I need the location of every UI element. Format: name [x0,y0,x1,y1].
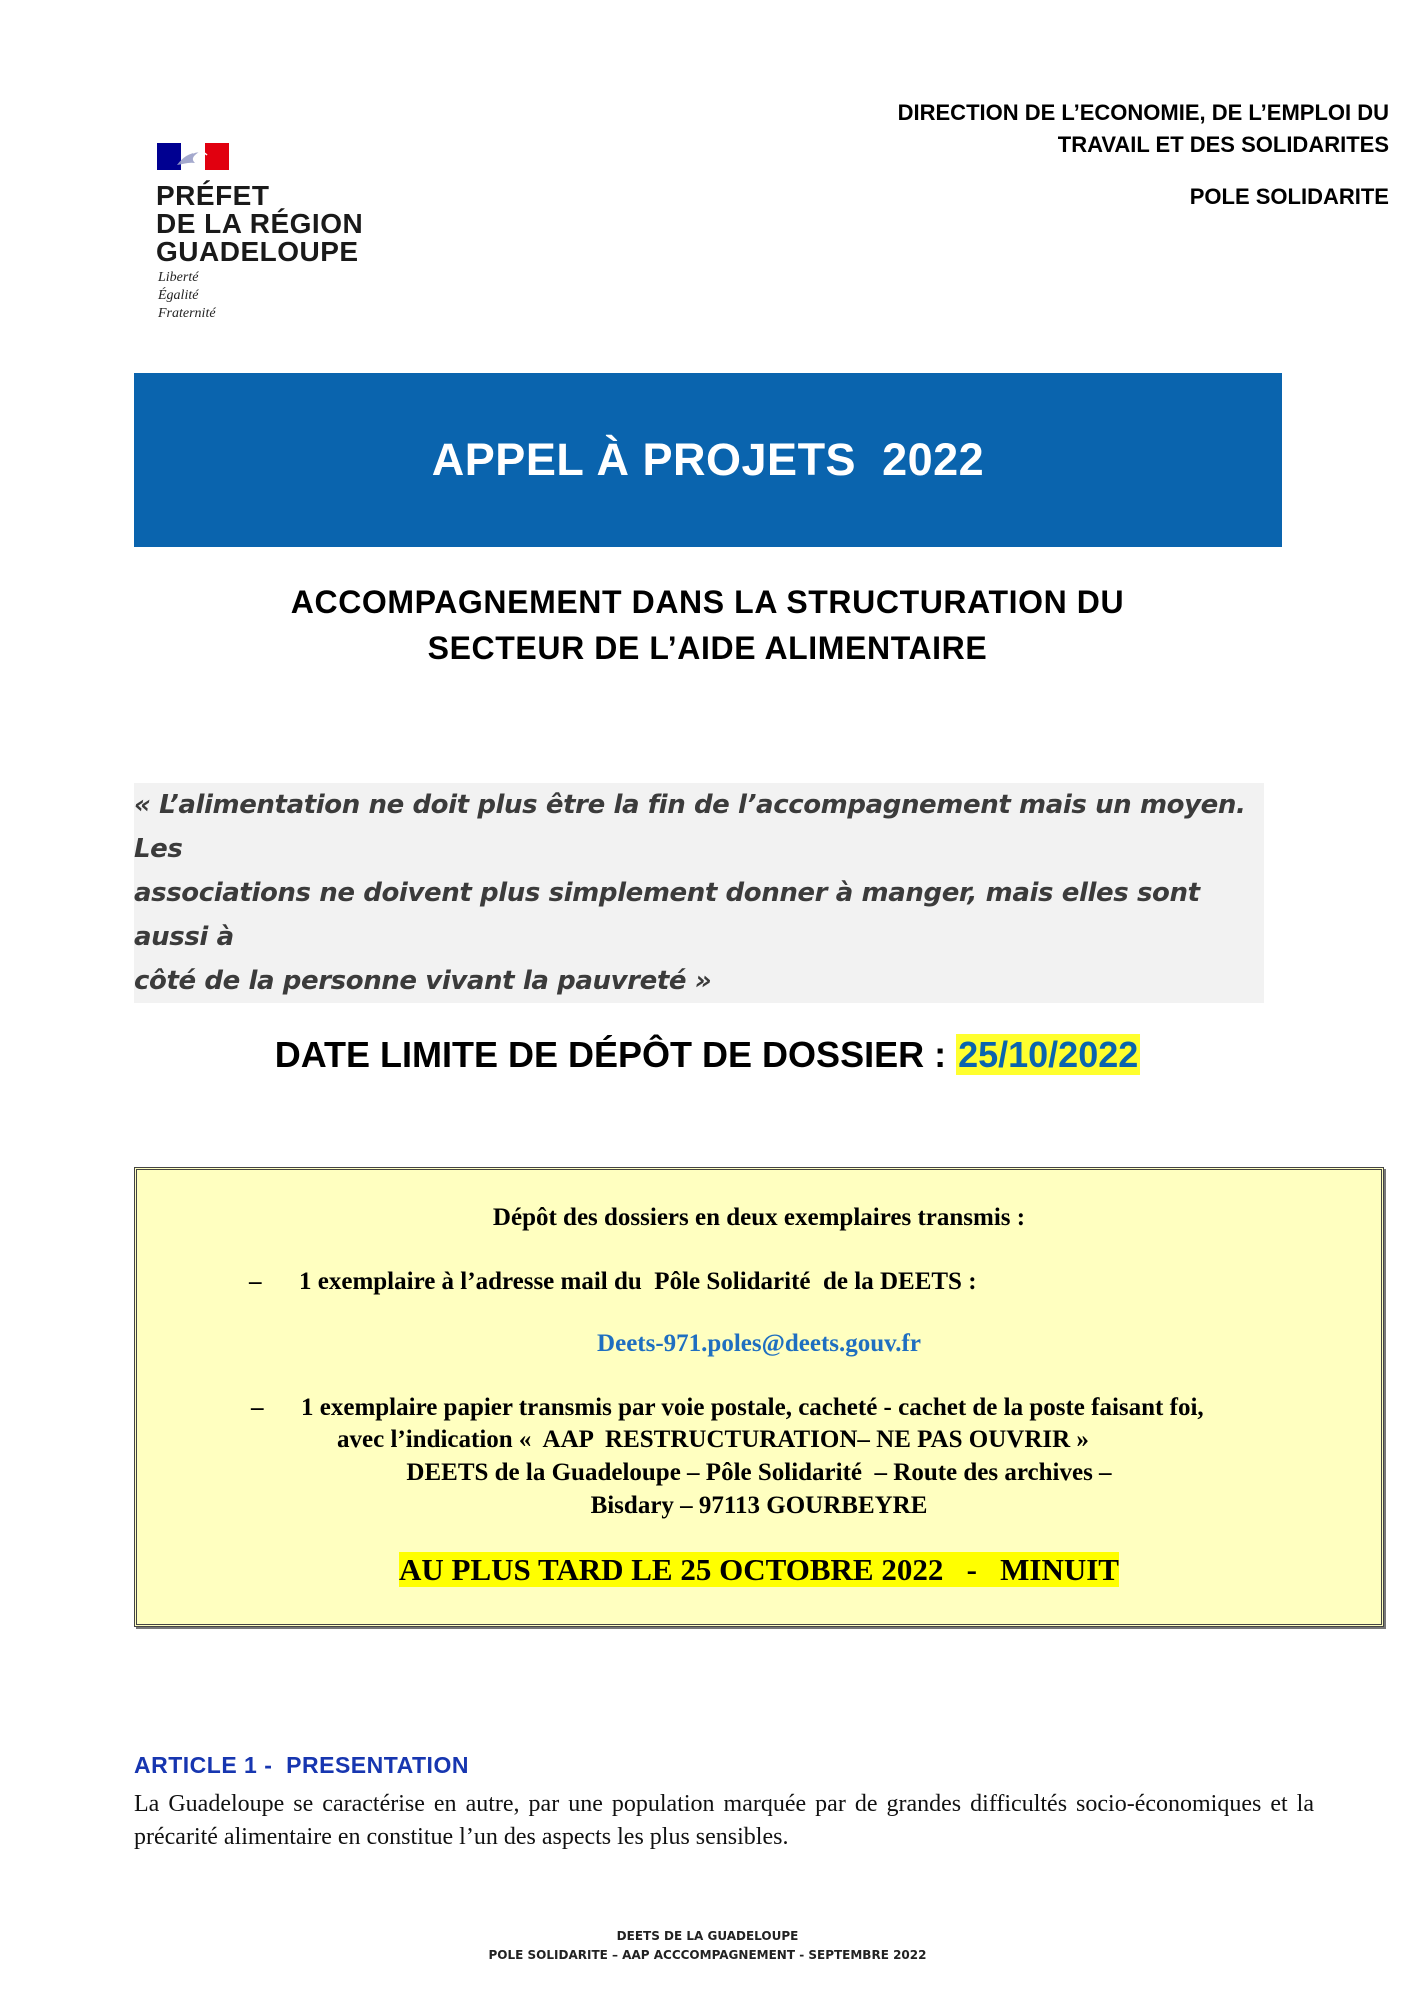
quote-line3: côté de la personne vivant la pauvreté » [134,966,712,996]
devise-fraternite: Fraternité [158,306,216,321]
quote-line1: « L’alimentation ne doit plus être la fin de l’accompagnement mais un moyen. Les [134,790,1246,864]
box-item1: 1 exemplaire à l’adresse mail du Pôle Solidarité de la DEETS : [299,1268,977,1295]
devise-liberte: Liberté [158,270,199,285]
box-item2-line3: DEETS de la Guadeloupe – Pôle Solidarité – Route des archives – [406,1459,1112,1486]
dash-1: – [249,1268,262,1295]
deadline-label: DATE LIMITE DE DÉPÔT DE DOSSIER : [274,1034,957,1075]
logo-line-prefet: PRÉFET [156,180,270,211]
article-title: ARTICLE 1 - PRESENTATION [134,1752,469,1778]
subtitle-line2: SECTEUR DE L’AIDE ALIMENTAIRE [427,630,988,666]
box-heading: Dépôt des dossiers en deux exemplaires transmis : [492,1204,1026,1231]
box-email-row [137,1330,1381,1358]
final-deadline: AU PLUS TARD LE 25 OCTOBRE 2022 - MINUIT [399,1552,1119,1587]
quote-line2: associations ne doivent plus simplement donner à manger, mais elles sont aussi à [134,878,1200,952]
marianne-flag-icon [157,143,229,170]
logo-line-region: DE LA RÉGION [156,208,364,239]
footer-line2: POLE SOLIDARITE – AAP ACCCOMPAGNEMENT - SEPTEMBRE 2022 [488,1948,927,1962]
article-body: La Guadeloupe se caractérise en autre, par une population marquée par de grandes difficultés socio-économiques et la précarité alimentaire en constitue l’un des aspects les plus sensibles. [134,1791,1314,1850]
quote-block [134,783,1264,1003]
header-pole: POLE SOLIDARITE [1189,184,1389,209]
header-direction-line2: TRAVAIL ET DES SOLIDARITES [1057,132,1389,157]
title-banner [134,373,1282,547]
footer-line1: DEETS DE LA GUADELOUPE [616,1929,799,1943]
logo-line-guadeloupe: GUADELOUPE [156,236,359,267]
subtitle-line1: ACCOMPAGNEMENT DANS LA STRUCTURATION DU [290,584,1125,620]
box-item2-line2: avec l’indication « AAP RESTRUCTURATION– NE PAS OUVRIR » [337,1426,1089,1453]
box-item2-line1: 1 exemplaire papier transmis par voie postale, cacheté - cachet de la poste faisant foi, [301,1394,1204,1421]
deadline [0,1034,1415,1076]
deadline-date: 25/10/2022 [958,1034,1139,1075]
header-direction-line1: DIRECTION DE L’ECONOMIE, DE L’EMPLOI DU [897,100,1389,125]
banner-title: APPEL À PROJETS 2022 [431,434,985,485]
box-item2-line4: Bisdary – 97113 GOURBEYRE [590,1492,928,1519]
dash-2: – [251,1394,264,1421]
email-link[interactable]: Deets-971.poles@deets.gouv.fr [597,1330,921,1357]
submission-box [134,1167,1384,1627]
devise-egalite: Égalité [158,288,199,303]
prefet-logo [156,141,416,341]
box-final-row [137,1552,1381,1588]
